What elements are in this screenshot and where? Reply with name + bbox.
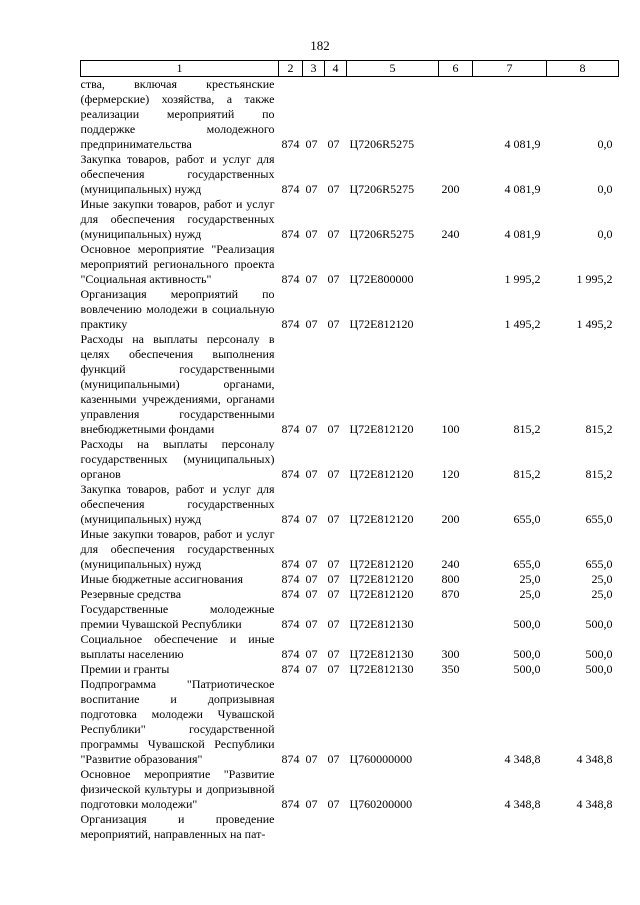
row-col-7: 4 081,9 — [504, 137, 541, 151]
row-col-6 — [439, 77, 473, 153]
row-col-3: 07 — [305, 467, 318, 481]
row-col-7: 25,0 — [519, 587, 541, 601]
row-col-4: 07 — [327, 512, 340, 526]
row-col-3: 07 — [305, 647, 318, 661]
table-row — [81, 602, 619, 632]
row-col-5: Ц760200000 — [349, 797, 413, 811]
table-row — [81, 812, 619, 842]
row-name-cell: Государственные молодежные премии Чувашской Республики — [80, 602, 275, 631]
row-col-2: 874 — [281, 572, 300, 586]
row-col-5: Ц72Е812120 — [349, 317, 414, 331]
row-name-cell: Закупка товаров, работ и услуг для обеспечения государственных (муниципальных) нужд — [80, 482, 275, 526]
row-col-3: 07 — [305, 797, 318, 811]
row-col-5: Ц72Е812120 — [349, 512, 414, 526]
header-row — [81, 61, 619, 77]
row-col-3: 07 — [305, 662, 318, 676]
row-col-7: 4 348,8 — [504, 797, 541, 811]
row-name-cell: Иные бюджетные ассигнования — [80, 572, 243, 586]
row-col-8: 500,0 — [585, 617, 613, 631]
row-col-3: 07 — [305, 572, 318, 586]
header-col-5: 5 — [347, 61, 439, 77]
row-col-8: 815,2 — [585, 467, 613, 481]
row-col-8: 815,2 — [585, 422, 613, 436]
row-col-8: 0,0 — [597, 182, 613, 196]
row-col-3: 07 — [305, 272, 318, 286]
row-col-4: 07 — [327, 272, 340, 286]
row-col-6: 300 — [441, 647, 460, 661]
row-col-2: 874 — [281, 617, 300, 631]
row-col-6: 200 — [441, 512, 460, 526]
row-col-5: Ц72Е812120 — [349, 557, 414, 571]
row-col-2: 874 — [281, 182, 300, 196]
row-col-5: Ц72Е812120 — [349, 572, 414, 586]
row-col-5: Ц72Е812120 — [349, 587, 414, 601]
row-name-cell: Подпрограмма "Патриотическое воспитание и допризывная подготовка молодежи Чувашской Республики" государственной программы Чувашской Республики "Развитие образования" — [80, 677, 275, 766]
row-col-2: 874 — [281, 512, 300, 526]
row-col-3: 07 — [305, 587, 318, 601]
table-row — [81, 572, 619, 587]
table-row — [81, 767, 619, 812]
table-row — [81, 287, 619, 332]
row-col-4 — [325, 812, 347, 842]
row-col-3: 07 — [305, 752, 318, 766]
row-col-5: Ц72Е812130 — [349, 662, 414, 676]
header-col-3: 3 — [303, 61, 325, 77]
row-col-6: 240 — [441, 557, 460, 571]
header-col-8: 8 — [547, 61, 619, 77]
row-col-4: 07 — [327, 617, 340, 631]
row-col-8: 500,0 — [585, 647, 613, 661]
row-col-7: 655,0 — [513, 557, 541, 571]
row-col-8: 4 348,8 — [576, 752, 613, 766]
row-col-6 — [439, 242, 473, 287]
row-col-5: Ц72Е812120 — [349, 422, 414, 436]
header-col-7: 7 — [473, 61, 547, 77]
row-col-5: Ц7206R5275 — [349, 227, 415, 241]
row-col-2: 874 — [281, 557, 300, 571]
row-col-8: 1 995,2 — [576, 272, 613, 286]
row-col-8: 0,0 — [597, 137, 613, 151]
row-col-7: 815,2 — [513, 467, 541, 481]
table-row — [81, 332, 619, 437]
row-col-7: 25,0 — [519, 572, 541, 586]
row-col-8: 0,0 — [597, 227, 613, 241]
row-col-7: 655,0 — [513, 512, 541, 526]
row-col-6: 350 — [441, 662, 460, 676]
row-col-8: 500,0 — [585, 662, 613, 676]
row-name-cell: Иные закупки товаров, работ и услуг для обеспечения государственных (муниципальных) нужд — [80, 527, 275, 571]
row-col-6 — [439, 767, 473, 812]
row-col-6: 100 — [441, 422, 460, 436]
row-col-3: 07 — [305, 422, 318, 436]
row-col-7: 500,0 — [513, 662, 541, 676]
row-col-7: 1 495,2 — [504, 317, 541, 331]
row-col-7: 4 081,9 — [504, 227, 541, 241]
row-col-3: 07 — [305, 227, 318, 241]
row-col-2: 874 — [281, 752, 300, 766]
row-col-6: 870 — [441, 587, 460, 601]
row-col-5 — [347, 812, 439, 842]
row-col-2 — [279, 812, 303, 842]
header-col-1: 1 — [81, 61, 279, 77]
row-name-cell: Основное мероприятие "Реализация мероприятий регионального проекта "Социальная активность" — [80, 242, 275, 286]
row-col-4: 07 — [327, 797, 340, 811]
table-row — [81, 197, 619, 242]
row-col-6 — [439, 602, 473, 632]
row-col-6: 200 — [441, 182, 460, 196]
row-col-8: 4 348,8 — [576, 797, 613, 811]
table-row — [81, 677, 619, 767]
row-col-5: Ц72Е812130 — [349, 647, 414, 661]
row-name-cell: Резервные средства — [80, 587, 182, 601]
row-col-6: 800 — [441, 572, 460, 586]
table-header — [81, 61, 619, 77]
row-col-7: 500,0 — [513, 617, 541, 631]
row-col-4: 07 — [327, 317, 340, 331]
row-col-2: 874 — [281, 662, 300, 676]
table-row — [81, 632, 619, 662]
table-row — [81, 482, 619, 527]
row-col-5: Ц72Е800000 — [349, 272, 414, 286]
row-col-2: 874 — [281, 797, 300, 811]
row-col-4: 07 — [327, 137, 340, 151]
header-col-2: 2 — [279, 61, 303, 77]
row-col-4: 07 — [327, 227, 340, 241]
row-col-6 — [439, 812, 473, 842]
row-col-8: 1 495,2 — [576, 317, 613, 331]
row-col-2: 874 — [281, 137, 300, 151]
row-col-4: 07 — [327, 572, 340, 586]
row-col-3 — [303, 812, 325, 842]
row-col-4: 07 — [327, 647, 340, 661]
row-col-4: 07 — [327, 422, 340, 436]
row-col-5: Ц7206R5275 — [349, 137, 415, 151]
page-number: 182 — [310, 38, 330, 53]
row-col-4: 07 — [327, 557, 340, 571]
row-col-4: 07 — [327, 662, 340, 676]
row-col-6 — [439, 287, 473, 332]
row-col-6 — [439, 677, 473, 767]
row-col-7 — [473, 812, 547, 842]
table-body — [81, 77, 619, 843]
table-row — [81, 152, 619, 197]
row-col-2: 874 — [281, 587, 300, 601]
table-row — [81, 77, 619, 153]
row-col-3: 07 — [305, 317, 318, 331]
row-name-cell: Социальное обеспечение и иные выплаты населению — [80, 632, 275, 661]
row-col-2: 874 — [281, 467, 300, 481]
table-row — [81, 587, 619, 602]
budget-table — [80, 60, 619, 842]
row-name-cell: Премии и гранты — [80, 662, 170, 676]
row-col-2: 874 — [281, 227, 300, 241]
row-name-cell: Основное мероприятие "Развитие физической культуры и допризывной подготовки молодежи" — [80, 767, 275, 811]
table-row — [81, 242, 619, 287]
row-col-7: 4 081,9 — [504, 182, 541, 196]
row-col-8 — [547, 812, 619, 842]
row-col-4: 07 — [327, 752, 340, 766]
row-col-8: 655,0 — [585, 512, 613, 526]
row-name-cell: Организация мероприятий по вовлечению молодежи в социальную практику — [80, 287, 275, 331]
row-col-2: 874 — [281, 317, 300, 331]
table-row — [81, 662, 619, 677]
row-col-4: 07 — [327, 467, 340, 481]
row-col-5: Ц72Е812130 — [349, 617, 414, 631]
row-col-2: 874 — [281, 272, 300, 286]
header-col-6: 6 — [439, 61, 473, 77]
row-col-3: 07 — [305, 182, 318, 196]
row-name-cell: Закупка товаров, работ и услуг для обеспечения государственных (муниципальных) нужд — [80, 152, 275, 196]
row-col-8: 655,0 — [585, 557, 613, 571]
row-col-4: 07 — [327, 182, 340, 196]
row-col-3: 07 — [305, 617, 318, 631]
row-col-5: Ц72Е812120 — [349, 467, 414, 481]
row-col-7: 500,0 — [513, 647, 541, 661]
row-col-2: 874 — [281, 422, 300, 436]
row-col-8: 25,0 — [591, 587, 613, 601]
row-col-2: 874 — [281, 647, 300, 661]
row-col-3: 07 — [305, 137, 318, 151]
row-col-7: 4 348,8 — [504, 752, 541, 766]
row-col-3: 07 — [305, 512, 318, 526]
row-name-cell: Расходы на выплаты персоналу в целях обеспечения выполнения функций государственными (муниципальными) органами, казенными учреждениями, органами управления государственными внебюджетными фондами — [80, 332, 275, 436]
row-col-3: 07 — [305, 557, 318, 571]
row-col-5: Ц7206R5275 — [349, 182, 415, 196]
row-col-4: 07 — [327, 587, 340, 601]
row-col-7: 1 995,2 — [504, 272, 541, 286]
table-row — [81, 527, 619, 572]
header-col-4: 4 — [325, 61, 347, 77]
row-name-cell: Иные закупки товаров, работ и услуг для обеспечения государственных (муниципальных) нужд — [80, 197, 275, 241]
table-row — [81, 437, 619, 482]
row-col-8: 25,0 — [591, 572, 613, 586]
row-col-7: 815,2 — [513, 422, 541, 436]
row-col-5: Ц760000000 — [349, 752, 413, 766]
row-col-6: 240 — [441, 227, 460, 241]
row-name-cell: Расходы на выплаты персоналу государственных (муниципальных) органов — [80, 437, 275, 481]
row-name-cell: ства, включая крестьянские (фермерские) хозяйства, а также реализации мероприятий по поддержке молодежного предпринимательства — [80, 77, 275, 151]
row-col-6: 120 — [441, 467, 460, 481]
row-name-cell: Организация и проведение мероприятий, направленных на пат- — [80, 812, 275, 841]
